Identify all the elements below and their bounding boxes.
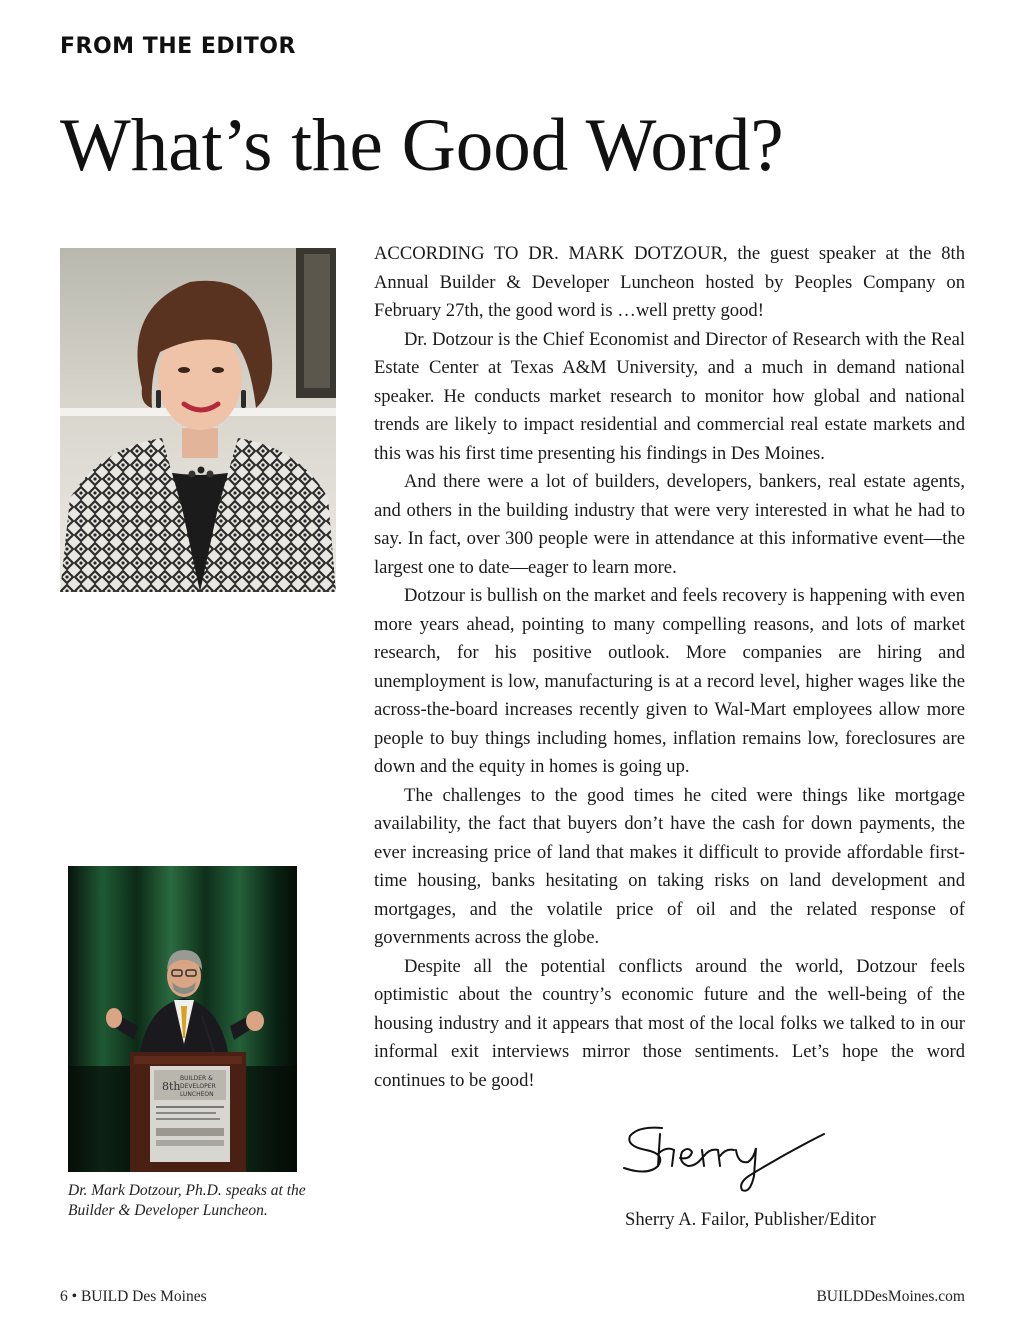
footer-separator: •: [71, 1288, 78, 1305]
headline: What’s the Good Word?: [60, 104, 784, 187]
editor-portrait: [60, 248, 336, 592]
article-body: [374, 240, 965, 1095]
publication-name: BUILD Des Moines: [80, 1288, 207, 1305]
podium-sign-number: 8th: [162, 1080, 181, 1093]
article-paragraph: The challenges to the good times he cited were things like mortgage availability, the fact that buyers don’t have the cash for down payments, the ever increasing price of land that makes it difficult to provide affordable first-time housing, banks hesitating on taking risks on land development and mortgages, and the volatile price of oil and the related response of governments across the globe.: [374, 784, 965, 948]
article-lead-in: ACCORDING TO DR. MARK DOTZOUR,: [374, 243, 728, 264]
page-number: 6: [60, 1288, 68, 1305]
podium-sign-line1: BUILDER &: [180, 1075, 213, 1082]
speaker-photo: [68, 866, 297, 1172]
handwritten-signature: [618, 1118, 828, 1200]
photo-caption: Dr. Mark Dotzour, Ph.D. speaks at the Builder & Developer Luncheon.: [68, 1182, 306, 1219]
footer-page-info: [60, 1288, 207, 1306]
article-paragraph: Dotzour is bullish on the market and feels recovery is happening with even more years ahead, pointing to many compelling reasons, and lots of market research, for his positive outlook. More companies are hiring and unemployment is low, manufacturing is at a record level, higher wages like the across-the-board increases recently given to Wal-Mart employees allow more people to buy things including homes, inflation remains low, foreclosures are down and the equity in homes is going up.: [374, 585, 965, 777]
podium-sign-line3: LUNCHEON: [180, 1091, 214, 1098]
article-paragraph: Dr. Dotzour is the Chief Economist and Director of Research with the Real Estate Center at Texas A&M University, and a much in demand national speaker. He conducts market research to monitor how global and national trends are likely to impact residential and commercial real estate markets and this was his first time presenting his findings in Des Moines.: [374, 328, 965, 464]
article-paragraph: And there were a lot of builders, developers, bankers, real estate agents, and others in the building industry that were very interested in what he had to say. In fact, over 300 people were in attendance at this informative event—the largest one to date—eager to learn more.: [374, 471, 965, 578]
section-label: FROM THE EDITOR: [60, 34, 296, 59]
article-paragraph: ACCORDING TO DR. MARK DOTZOUR, the guest speaker at the 8th Annual Builder & Developer Luncheon hosted by Peoples Company on February 27th, the good word is …well pretty good!: [374, 243, 965, 321]
article-paragraph: Despite all the potential conflicts around the world, Dotzour feels optimistic about the country’s economic future and the well-being of the housing industry and it appears that most of the local folks we talked to in our informal exit interviews mirror those sentiments. Let’s hope the word continues to be good!: [374, 955, 965, 1091]
byline: Sherry A. Failor, Publisher/Editor: [625, 1209, 876, 1230]
footer-website: BUILDDesMoines.com: [816, 1288, 965, 1305]
podium-sign-line2: DEVELOPER: [180, 1083, 216, 1090]
